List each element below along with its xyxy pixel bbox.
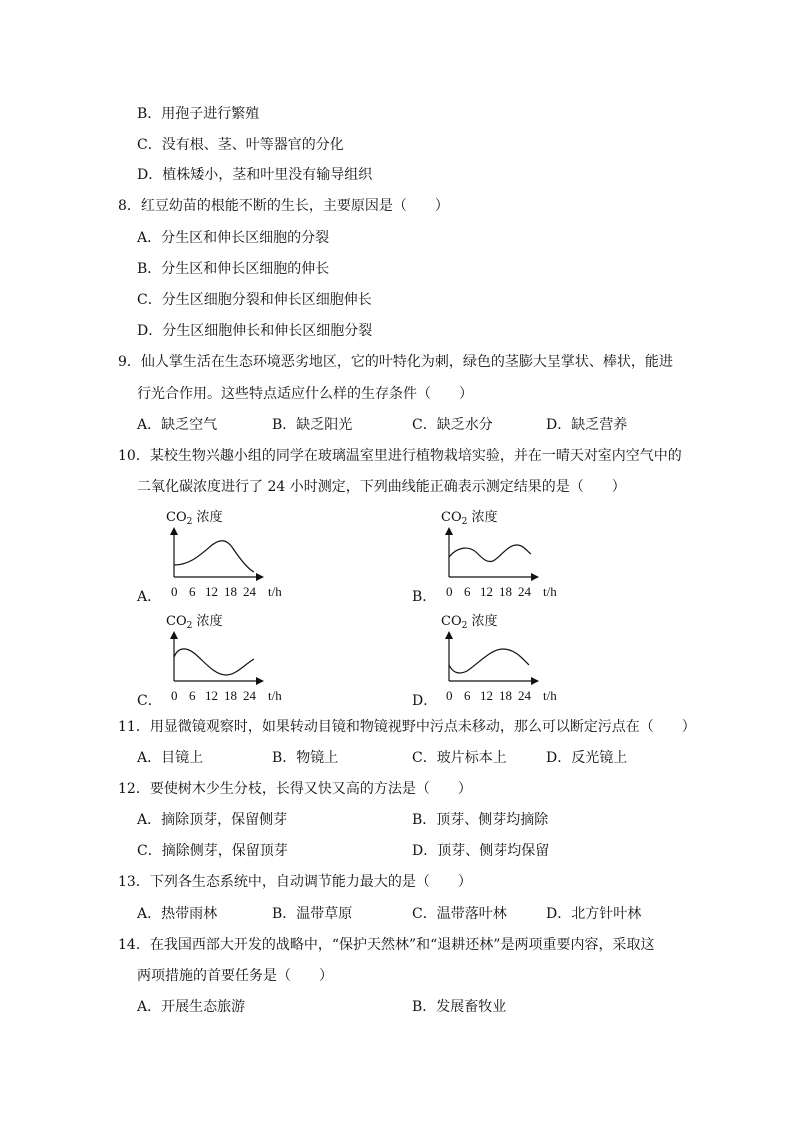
graph-c-xlabel: t/h — [268, 688, 282, 703]
graph-d-tick-6: 6 — [464, 688, 471, 703]
graph-c-ylabel: $CO_2$ 浓度 — [166, 614, 223, 631]
q12-option-d: D．顶芽、侧芽均保留 — [412, 843, 550, 859]
graph-a-tick-6: 6 — [189, 584, 196, 599]
graph-c-tick-6: 6 — [189, 688, 196, 703]
graph-b-tick-12: 12 — [480, 584, 493, 599]
q8-option-a: A．分生区和伸长区细胞的分裂 — [137, 230, 330, 246]
graph-b-letter: B． — [412, 589, 437, 605]
q13-option-a: A．热带雨林 — [137, 906, 218, 922]
graph-a-tick-0: 0 — [171, 584, 178, 599]
q8-stem: 8．红豆幼苗的根能不断的生长，主要原因是（ ） — [118, 198, 449, 214]
q12-option-b: B．顶芽、侧芽均摘除 — [412, 812, 549, 828]
graph-d — [435, 609, 575, 713]
q10-stem-line2: 二氧化碳浓度进行了 24 小时测定，下列曲线能正确表示测定结果的是（ ） — [137, 479, 626, 495]
q14-stem-line1: 14．在我国西部大开发的战略中，“保护天然林”和“退耕还林”是两项重要内容，采取这 — [118, 937, 655, 953]
q13-stem: 13．下列各生态系统中，自动调节能力最大的是（ ） — [118, 874, 472, 890]
graph-c-tick-18: 18 — [224, 688, 237, 703]
graph-d-curve — [449, 649, 529, 673]
q7-option-b: B．用孢子进行繁殖 — [137, 106, 260, 122]
graph-c-letter: C． — [137, 693, 162, 709]
graph-a-curve — [174, 541, 254, 572]
graph-a-xlabel: t/h — [268, 584, 282, 599]
q7-option-c: C．没有根、茎、叶等器官的分化 — [137, 137, 344, 153]
q8-option-c: C．分生区细胞分裂和伸长区细胞伸长 — [137, 292, 372, 308]
q11-option-b: B．物镜上 — [272, 750, 339, 766]
graph-d-tick-24: 24 — [518, 688, 531, 703]
graph-d-xlabel: t/h — [543, 688, 557, 703]
q12-option-c: C．摘除侧芽，保留顶芽 — [137, 843, 288, 859]
q7-option-d: D．植株矮小，茎和叶里没有输导组织 — [137, 167, 373, 183]
graph-a-tick-18: 18 — [224, 584, 237, 599]
graph-d-tick-18: 18 — [499, 688, 512, 703]
graph-d-letter: D． — [412, 693, 438, 709]
graph-d-tick-12: 12 — [480, 688, 493, 703]
graph-a — [160, 505, 300, 609]
graph-c-tick-12: 12 — [205, 688, 218, 703]
graph-c-tick-24: 24 — [243, 688, 256, 703]
graph-b-tick-6: 6 — [464, 584, 471, 599]
graph-a-letter: A． — [137, 589, 162, 605]
graph-c-y-arrow — [170, 631, 178, 639]
q11-option-a: A．目镜上 — [137, 750, 204, 766]
graph-b-x-arrow — [531, 573, 539, 581]
graph-a-y-arrow — [170, 527, 178, 535]
q14-option-b: B．发展畜牧业 — [412, 999, 507, 1015]
graph-b-tick-0: 0 — [446, 584, 453, 599]
q14-option-a: A．开展生态旅游 — [137, 999, 246, 1015]
graph-b-xlabel: t/h — [543, 584, 557, 599]
q8-option-d: D．分生区细胞伸长和伸长区细胞分裂 — [137, 323, 373, 339]
q14-stem-line2: 两项措施的首要任务是（ ） — [137, 968, 333, 984]
q9-stem-line1: 9．仙人掌生活在生态环境恶劣地区，它的叶特化为刺，绿色的茎膨大呈掌状、棒状，能进 — [118, 354, 673, 370]
q9-option-b: B．缺乏阳光 — [272, 417, 353, 433]
graph-c-x-arrow — [256, 677, 264, 685]
graph-b — [435, 505, 575, 609]
graph-b-y-arrow — [445, 527, 453, 535]
q11-stem: 11．用显微镜观察时，如果转动目镜和物镜视野中污点未移动，那么可以断定污点在（ ） — [118, 719, 696, 735]
graph-b-curve — [449, 545, 531, 562]
graph-d-y-arrow — [445, 631, 453, 639]
q9-option-a: A．缺乏空气 — [137, 417, 218, 433]
q12-option-a: A．摘除顶芽，保留侧芽 — [137, 812, 288, 828]
graph-b-ylabel: $CO_2$ 浓度 — [441, 510, 498, 527]
graph-d-tick-0: 0 — [446, 688, 453, 703]
graph-b-tick-18: 18 — [499, 584, 512, 599]
graph-c — [160, 609, 300, 713]
q9-option-d: D．缺乏营养 — [546, 417, 628, 433]
q8-option-b: B．分生区和伸长区细胞的伸长 — [137, 261, 330, 277]
graph-d-x-arrow — [531, 677, 539, 685]
graph-c-tick-0: 0 — [171, 688, 178, 703]
graph-b-tick-24: 24 — [518, 584, 531, 599]
q13-option-b: B．温带草原 — [272, 906, 353, 922]
q11-option-c: C．玻片标本上 — [412, 750, 507, 766]
graph-a-tick-12: 12 — [205, 584, 218, 599]
q13-option-d: D．北方针叶林 — [546, 906, 642, 922]
q9-stem-line2: 行光合作用。这些特点适应什么样的生存条件（ ） — [137, 386, 473, 402]
graph-a-x-arrow — [256, 573, 264, 581]
graph-d-ylabel: $CO_2$ 浓度 — [441, 614, 498, 631]
q11-option-d: D．反光镜上 — [546, 750, 628, 766]
q12-stem: 12．要使树木少生分枝，长得又快又高的方法是（ ） — [118, 781, 472, 797]
q13-option-c: C．温带落叶林 — [412, 906, 507, 922]
q10-stem-line1: 10．某校生物兴趣小组的同学在玻璃温室里进行植物栽培实验，并在一晴天对室内空气中的 — [118, 448, 682, 464]
graph-a-tick-24: 24 — [243, 584, 256, 599]
graph-a-ylabel: $CO_2$ 浓度 — [166, 510, 223, 527]
graph-c-curve — [174, 649, 254, 675]
q9-option-c: C．缺乏水分 — [412, 417, 493, 433]
